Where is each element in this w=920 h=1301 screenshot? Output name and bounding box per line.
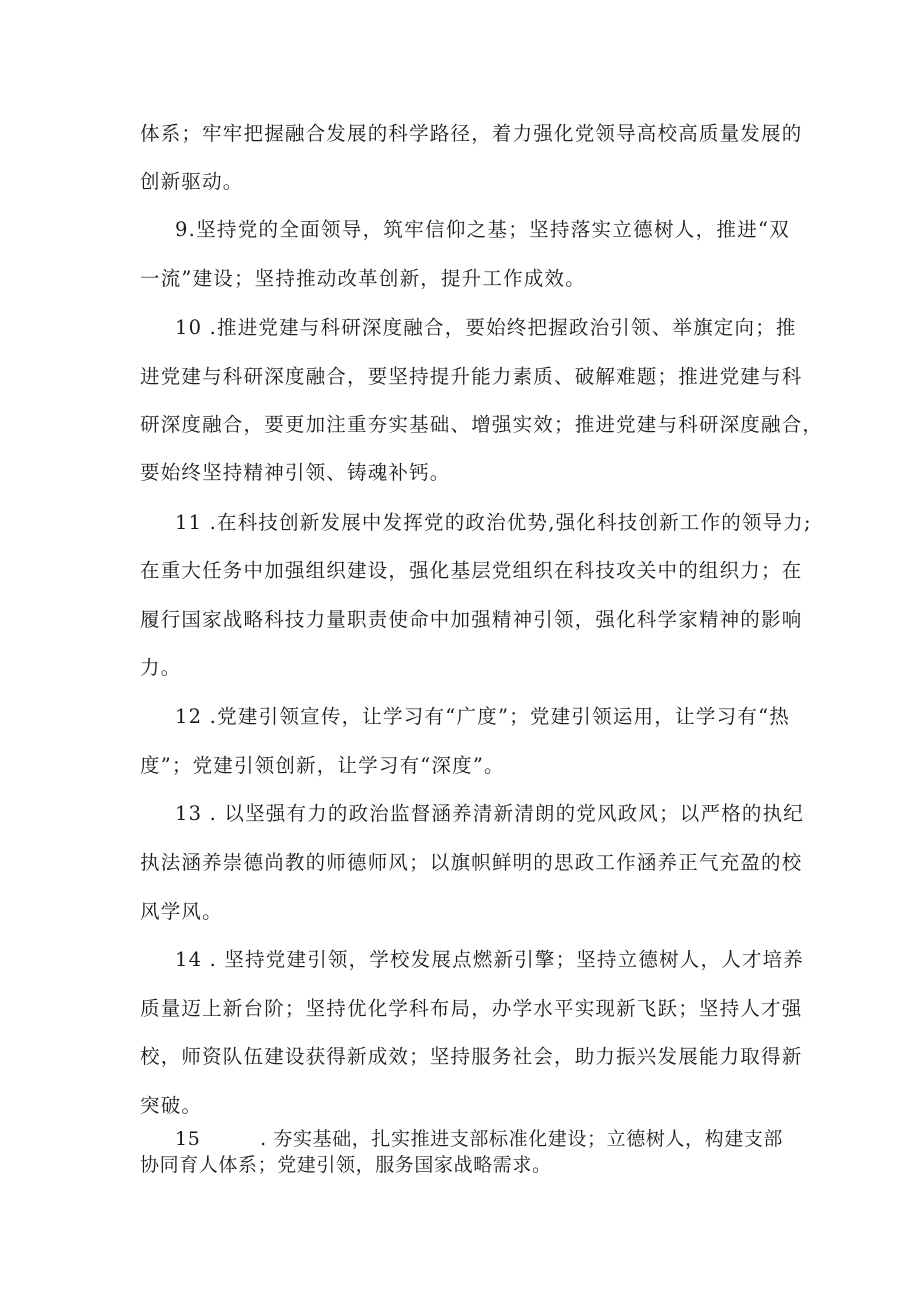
item-15-line-2: 协同育人体系；党建引领，服务国家战略需求。: [140, 1154, 552, 1176]
item-10-line-2: 进党建与科研深度融合，要坚持提升能力素质、破解难题；推进党建与科: [140, 365, 803, 388]
item-9-line-2: 一流”建设；坚持推动改革创新，提升工作成效。: [140, 267, 586, 290]
item-12-line-1: 12 .党建引领宣传，让学习有“广度”；党建引领运用，让学习有“热: [175, 705, 790, 728]
item-11-line-4: 力。: [140, 656, 182, 679]
item-14-line-4: 突破。: [140, 1094, 203, 1117]
text-line-2: 创新驱动。: [140, 170, 244, 193]
item-9-line-1: 9.坚持党的全面领导，筑牢信仰之基；坚持落实立德树人，推进“双: [175, 218, 790, 241]
item-10-line-4: 要始终坚持精神引领、铸魂补钙。: [140, 461, 451, 484]
item-11-line-3: 履行国家战略科技力量职责使命中加强精神引领，强化科学家精神的影响: [140, 608, 803, 631]
text-line-1: 体系；牢牢把握融合发展的科学路径，着力强化党领导高校高质量发展的: [140, 122, 803, 145]
item-11-line-2: 在重大任务中加强组织建设，强化基层党组织在科技攻关中的组织力；在: [140, 559, 803, 582]
item-10-line-3: 研深度融合，要更加注重夯实基础、增强实效；推进党建与科研深度融合，: [140, 413, 824, 436]
item-14-line-2: 质量迈上新台阶；坚持优化学科布局，办学水平实现新飞跃；坚持人才强: [140, 997, 803, 1020]
item-14-line-3: 校，师资队伍建设获得新成效；坚持服务社会，助力振兴发展能力取得新: [140, 1045, 803, 1068]
item-11-line-1: 11 .在科技创新发展中发挥党的政治优势,强化科技创新工作的领导力;: [175, 511, 812, 534]
item-14-line-1: 14 . 坚持党建引领，学校发展点燃新引擎；坚持立德树人，人才培养: [175, 948, 805, 971]
item-13-line-3: 风学风。: [140, 900, 223, 923]
item-15-line-1: 15 . 夯实基础，扎实推进支部标准化建设；立德树人，构建支部: [175, 1128, 784, 1150]
item-13-line-1: 13 . 以坚强有力的政治监督涵养清新清朗的党风政风；以严格的执纪: [175, 802, 805, 825]
item-13-line-2: 执法涵养崇德尚教的师德师风；以旗帜鲜明的思政工作涵养正气充盈的校: [140, 851, 803, 874]
item-10-line-1: 10 .推进党建与科研深度融合，要始终把握政治引领、举旗定向；推: [175, 316, 797, 339]
item-12-line-2: 度”；党建引领创新，让学习有“深度”。: [140, 754, 505, 777]
